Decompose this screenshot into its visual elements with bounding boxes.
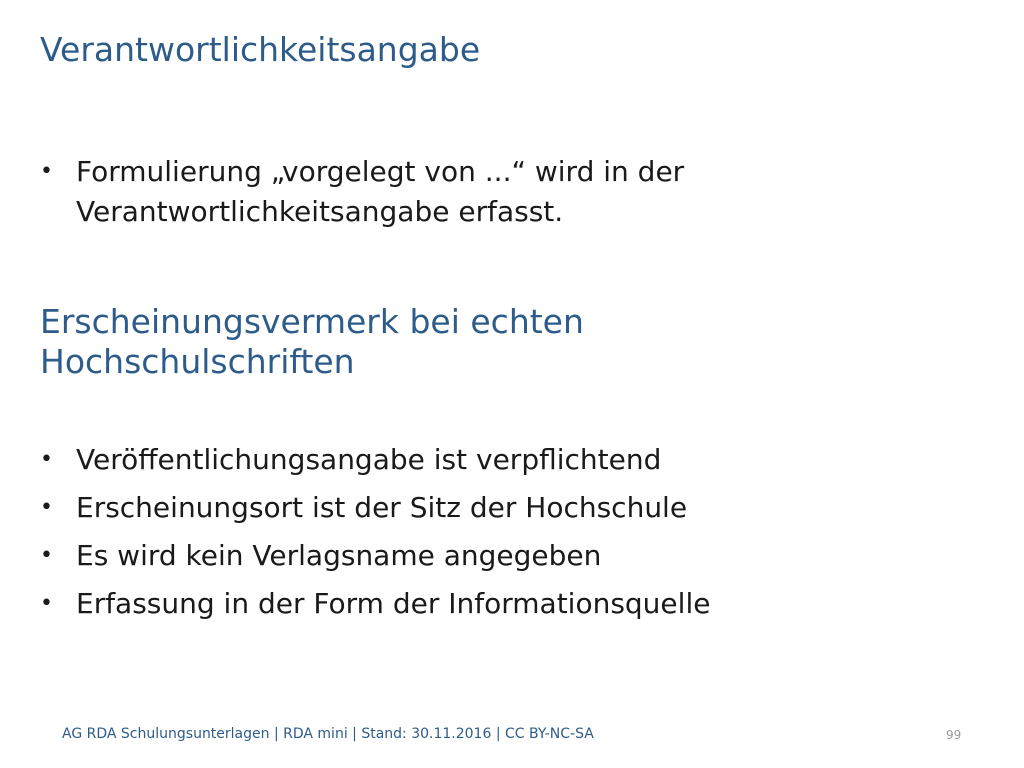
- section-heading-erscheinungsvermerk: Erscheinungsvermerk bei echten Hochschulschriften: [40, 302, 584, 381]
- page-number: 99: [946, 728, 962, 742]
- bullet-item: [40, 152, 880, 232]
- bullet-icon: •: [40, 495, 53, 520]
- bullet-item: [40, 580, 920, 628]
- bullet-text: Veröffentlichungsangabe ist verpflichtend: [76, 443, 662, 476]
- section-heading-verantwortlichkeitsangabe: Verantwortlichkeitsangabe: [40, 30, 481, 69]
- bullet-item: [40, 436, 920, 484]
- bullet-item: [40, 484, 920, 532]
- bullet-icon: •: [40, 159, 53, 184]
- bullet-list-erscheinungsvermerk: [40, 436, 920, 628]
- bullet-text: Erscheinungsort ist der Sitz der Hochschule: [76, 491, 688, 524]
- bullet-text: Erfassung in der Form der Informationsquelle: [76, 587, 711, 620]
- bullet-text: Formulierung „vorgelegt von ...“ wird in der Verantwortlichkeitsangabe erfasst.: [76, 155, 685, 228]
- bullet-icon: •: [40, 591, 53, 616]
- bullet-item: [40, 532, 920, 580]
- footer-text: AG RDA Schulungsunterlagen | RDA mini | Stand: 30.11.2016 | CC BY-NC-SA: [62, 726, 594, 742]
- bullet-text: Es wird kein Verlagsname angegeben: [76, 539, 602, 572]
- bullet-icon: •: [40, 447, 53, 472]
- bullet-list-verantwortlichkeitsangabe: [40, 152, 880, 232]
- bullet-icon: •: [40, 543, 53, 568]
